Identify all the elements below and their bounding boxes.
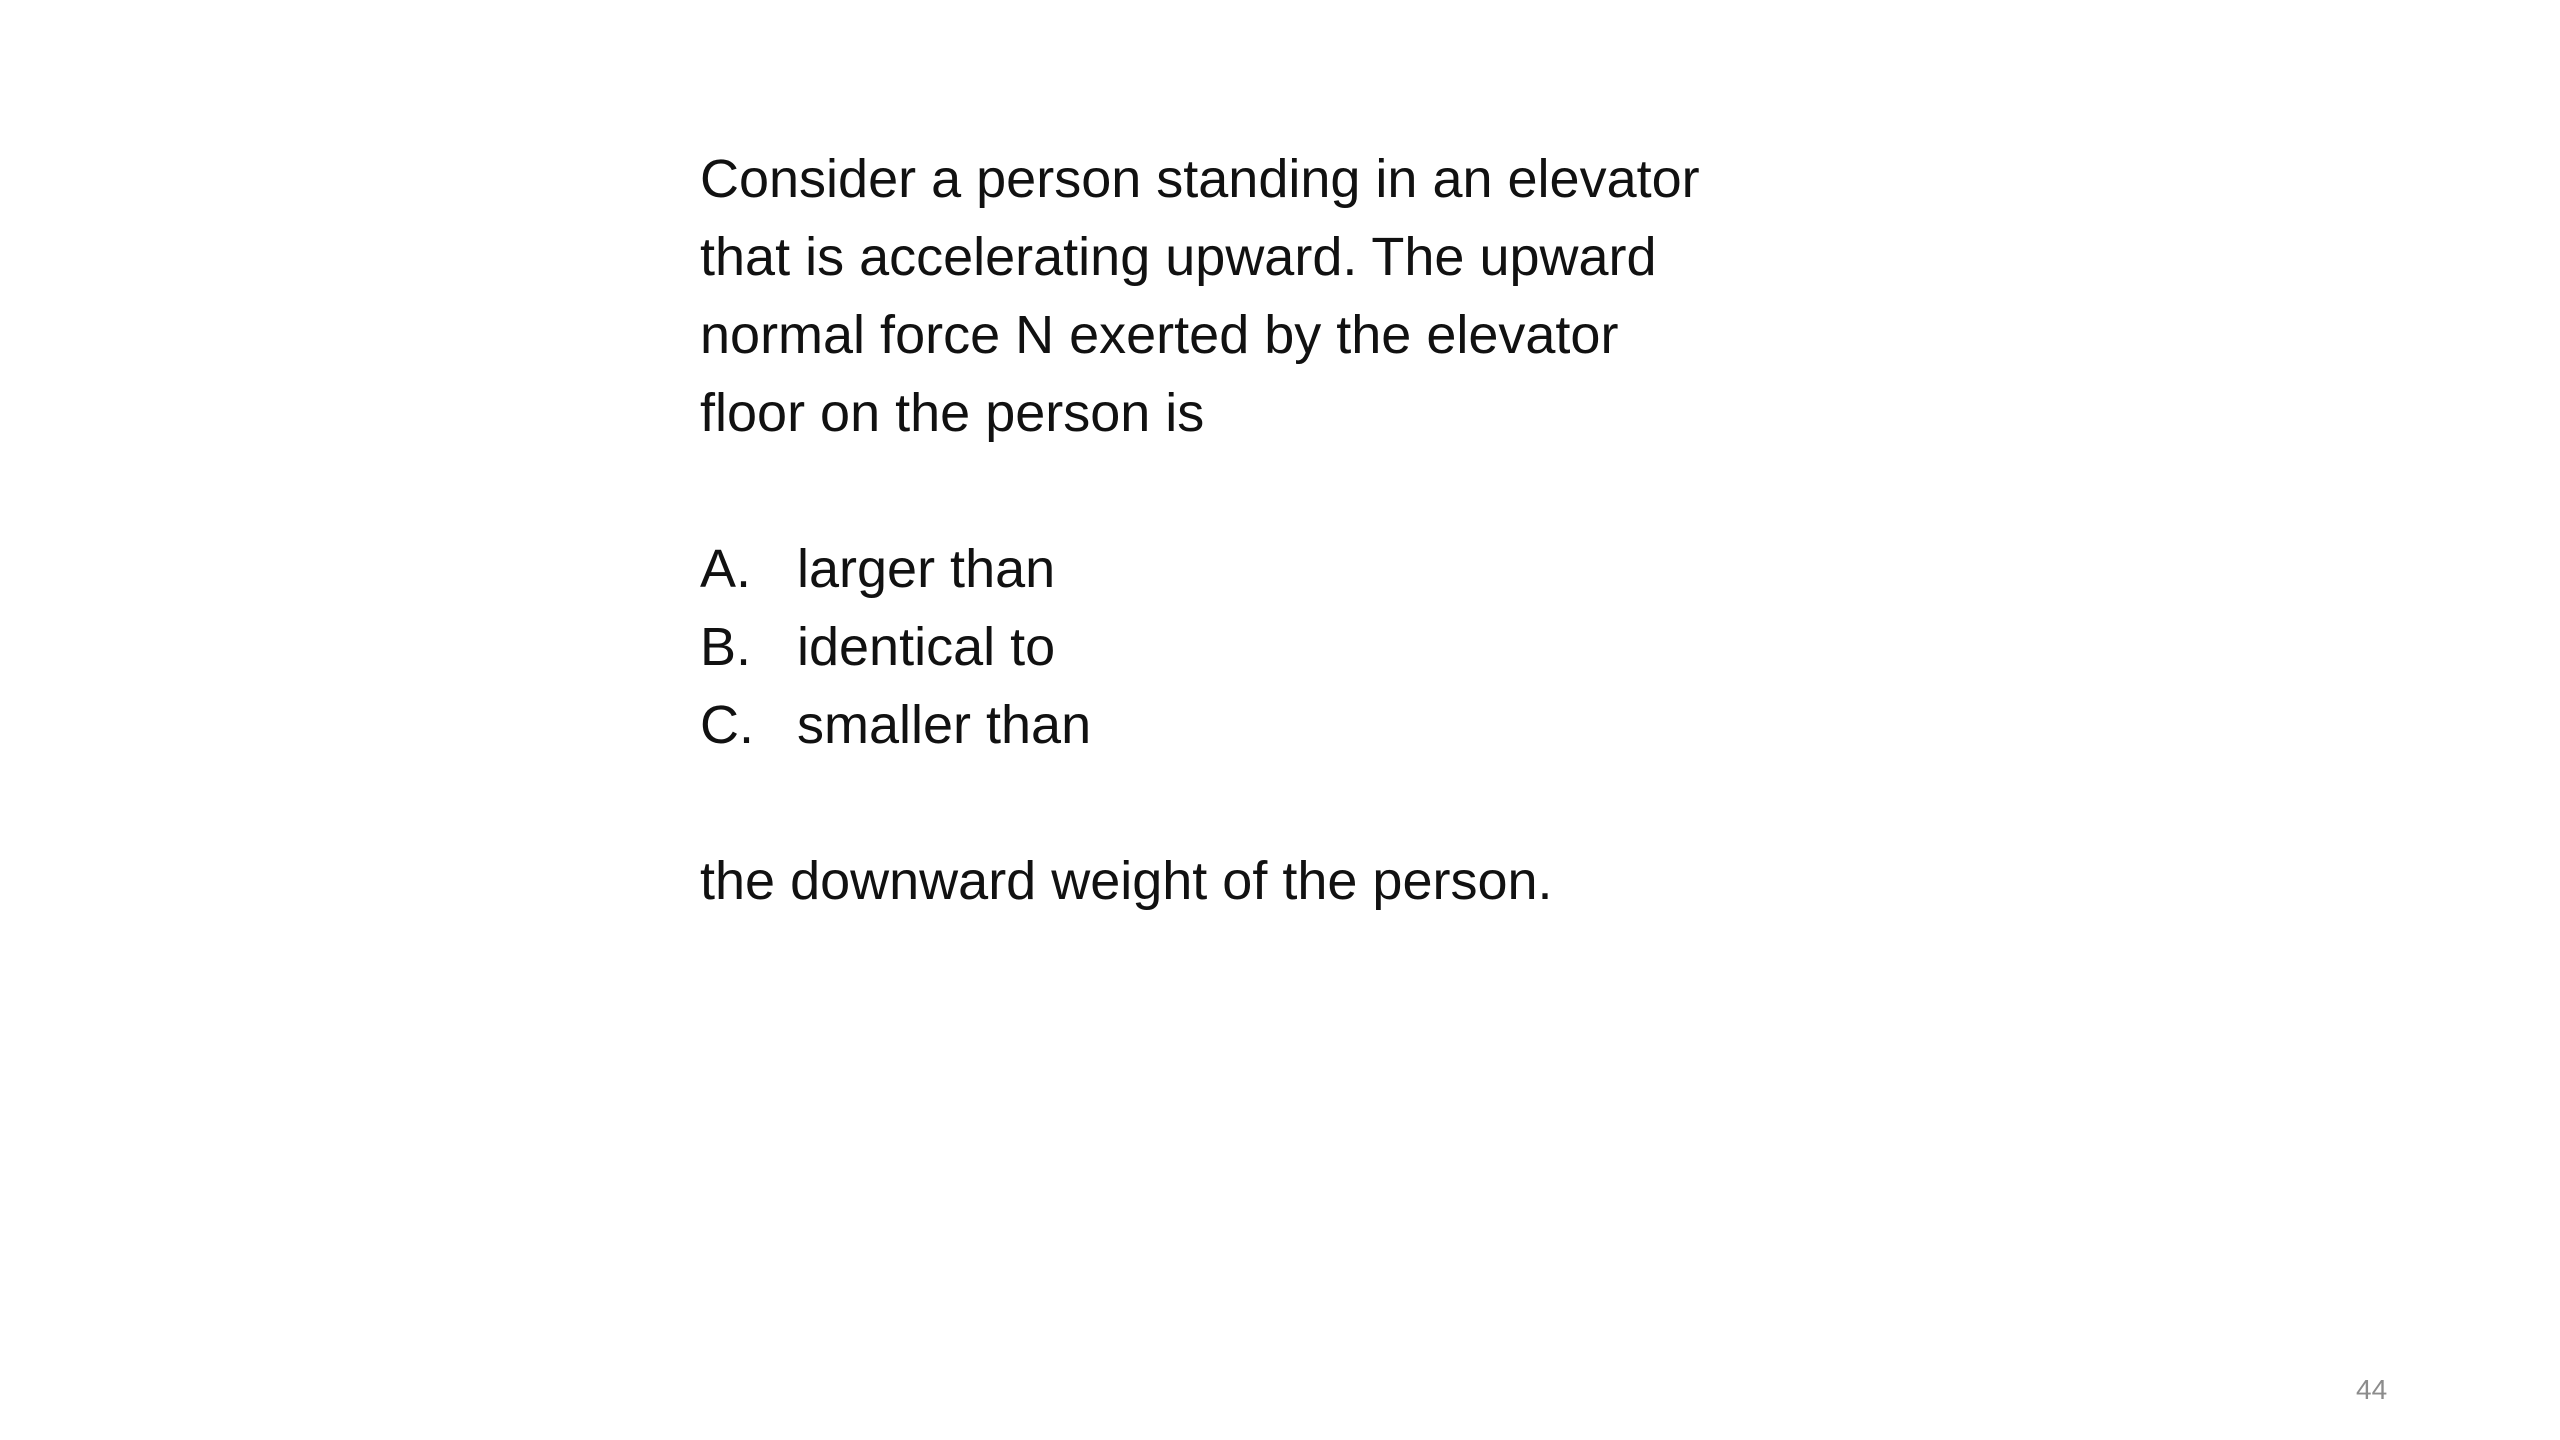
option-letter: A.	[700, 539, 752, 599]
option-b	[700, 608, 1860, 686]
question-text	[700, 140, 1860, 452]
option-text: smaller than	[797, 695, 1092, 755]
closing-text: the downward weight of the person.	[700, 851, 1553, 911]
answer-options	[700, 530, 1860, 764]
option-text: larger than	[797, 539, 1056, 599]
question-line: Consider a person standing in an elevator	[700, 149, 1700, 209]
option-c	[700, 686, 1860, 764]
question-line: normal force N exerted by the elevator	[700, 305, 1619, 365]
option-a	[700, 530, 1860, 608]
option-text: identical to	[797, 617, 1056, 677]
slide-number: 44	[2356, 1374, 2388, 1405]
question-line: floor on the person is	[700, 383, 1205, 443]
question-line: that is accelerating upward. The upward	[700, 227, 1657, 287]
slide-content	[700, 140, 1860, 920]
option-letter: B.	[700, 617, 752, 677]
option-letter: C.	[700, 695, 754, 755]
